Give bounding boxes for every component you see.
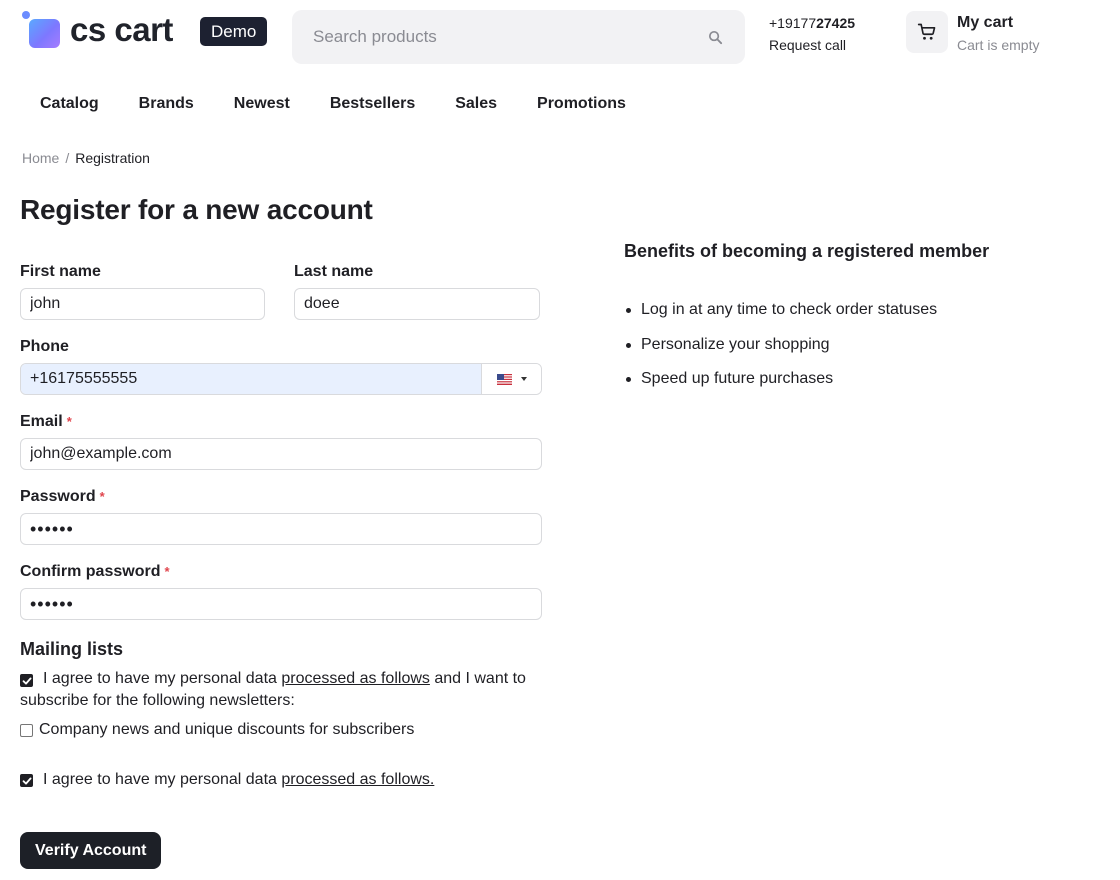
us-flag-icon [497,374,512,385]
search-input[interactable] [313,27,705,47]
email-label: Email * [20,413,72,430]
password-field[interactable] [20,513,542,545]
email-field[interactable] [20,438,542,470]
nav-promotions[interactable]: Promotions [537,95,626,112]
list-item: Log in at any time to check order statuses [624,299,937,321]
phone-number[interactable]: +1917727425 [769,15,856,31]
processed-link[interactable]: processed as follows [281,670,430,687]
confirm-password-label: Confirm password * [20,563,170,580]
last-name-label: Last name [294,263,374,280]
consent-data-checkbox[interactable] [20,774,33,787]
phone-field-group [20,363,542,395]
newsletter-label: Company news and unique discounts for subscribers [39,721,415,738]
phone-label: Phone [20,338,69,355]
logo-text: cs cart [70,11,173,48]
confirm-password-field[interactable] [20,588,542,620]
mailing-lists-title: Mailing lists [20,639,124,659]
request-call-link[interactable]: Request call [769,37,847,53]
list-item: Personalize your shopping [624,334,937,356]
cart-title[interactable]: My cart [957,14,1014,31]
main-nav [20,88,646,120]
nav-bestsellers[interactable]: Bestsellers [329,95,416,112]
cart-icon [917,22,937,42]
nav-catalog[interactable]: Catalog [40,95,99,112]
logo[interactable] [20,10,173,50]
consent-newsletter-label: I agree to have my personal data processed as follows and I want to subscribe for the following newsletters: [20,670,526,709]
phone-block [769,14,855,55]
required-mark: * [164,564,170,579]
search-box[interactable] [292,10,745,64]
required-mark: * [99,489,105,504]
page-title: Register for a new account [20,194,373,225]
first-name-label: First name [20,263,101,280]
demo-badge: Demo [200,17,267,46]
nav-newest[interactable]: Newest [233,95,290,112]
phone-field[interactable] [21,364,481,394]
logo-mark-icon [20,10,62,50]
breadcrumb-home[interactable]: Home [22,150,60,166]
consent-data-label: I agree to have my personal data processed as follows. [43,771,435,788]
password-label: Password * [20,488,105,505]
last-name-field[interactable] [294,288,540,320]
required-mark: * [66,414,72,429]
first-name-field[interactable] [20,288,265,320]
search-icon[interactable] [705,27,725,47]
nav-brands[interactable]: Brands [138,95,194,112]
newsletter-checkbox[interactable] [20,724,33,737]
breadcrumb-current: Registration [75,150,150,166]
list-item: Speed up future purchases [624,368,937,390]
breadcrumb [22,149,150,167]
benefits-title: Benefits of becoming a registered member [624,241,990,261]
cart-status: Cart is empty [957,37,1040,53]
verify-account-button[interactable]: Verify Account [20,832,161,869]
chevron-down-icon [521,377,527,381]
nav-sales[interactable]: Sales [455,95,498,112]
country-code-select[interactable] [481,364,541,394]
processed-link[interactable]: processed as follows. [281,771,435,788]
cart-button[interactable] [906,11,948,53]
breadcrumb-separator: / [65,150,70,166]
benefits-list [624,299,937,403]
